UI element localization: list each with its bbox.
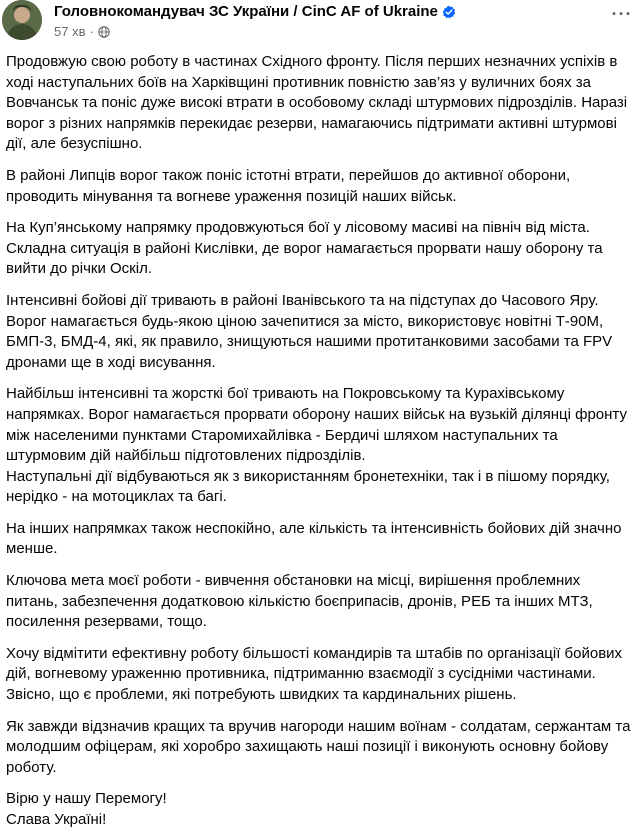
post-paragraph: Наступальні дії відбуваються як з використанням бронетехніки, так і в пішому порядку, нерідко - на мотоциклах та багі. — [6, 467, 610, 506]
post-paragraph: В районі Липців ворог також поніс істотні втрати, перейшов до активної оборони, проводить мінування та вогневе ураження позицій наших військ. — [6, 166, 571, 205]
post-paragraph: Ключова мета моєї роботи - вивчення обстановки на місці, вирішення проблемних питань, забезпечення додатковою кількістю боєприпасів, дронів, РЕБ та інших МТЗ, посилення резервами, тощо. — [6, 572, 593, 631]
verified-badge-icon — [442, 5, 456, 19]
more-options-icon[interactable]: ··· — [611, 3, 633, 24]
post-paragraph: Продовжую свою роботу в частинах Східного фронту. Після перших незначних успіхів в ході наступальних боїв на Харківщині противник повністю зав’яз у вуличних боях за Вовчанськ та поніс дуже високі втрати в особовому складі штурмових підрозділів. Наразі ворог з різних напрямків перекидає резерви, намагаючись підтримати активні штурмові дії, але безуспішно. — [6, 53, 628, 153]
post-paragraph: На Куп’янському напрямку продовжуються бої у лісовому масиві на північ від міста. Складна ситуація в районі Кислівки, де ворог намагається прорвати нашу оборону та вийти до річки Оскіл. — [6, 219, 603, 278]
post-paragraph: Слава Україні! — [6, 811, 107, 828]
author-name-text[interactable]: Головнокомандувач ЗС України / CinC AF of Ukraine — [54, 3, 438, 20]
author-name[interactable] — [54, 3, 456, 20]
post-body — [6, 52, 636, 831]
post-paragraph: Як завжди відзначив кращих та вручив нагороди нашим воїнам - солдатам, сержантам та молодшим офіцерам, які хоробро захищають наші позиції і виконують основну бойову роботу. — [6, 717, 631, 776]
post-header — [0, 0, 644, 50]
post-meta — [54, 24, 110, 39]
post-paragraph: Вірю у нашу Перемогу! — [6, 790, 167, 808]
author-avatar[interactable] — [2, 0, 42, 40]
meta-separator: · — [89, 24, 94, 39]
post-paragraph: На інших напрямках також неспокійно, але кількість та інтенсивність бойових дій значно менше. — [6, 519, 622, 558]
globe-icon[interactable] — [98, 26, 110, 38]
post-timestamp[interactable]: 57 хв — [54, 24, 86, 39]
post-paragraph: Найбільш інтенсивні та жорсткі бої тривають на Покровському та Курахівському напрямках. Ворог намагається прорвати оборону наших військ на вузькій ділянці фронту між населеними пунктами Старомихайлівка - Бердичі шляхом наступальних та штурмовим дій найбільш підготовлених підрозділів. — [6, 385, 627, 465]
post-paragraph: Хочу відмітити ефективну роботу більшості командирів та штабів по організації бойових дій, вогневому ураженню противника, підтриманню взаємодії з сусідніми частинами. Звісно, що є проблеми, які потребують швидких та кардинальних рішень. — [6, 644, 623, 704]
post-paragraph: Інтенсивні бойові дії тривають в районі Іванівського та на підступах до Часового Яру. Ворог намагається будь-якою ціною зачепитися за місто, використовує новітні Т-90М, БМП-3, БМД-4, які, як правило, знищуються нашими протитанковими засобами та FPV дронами ще в ході висування. — [6, 291, 613, 371]
avatar-image — [2, 0, 42, 40]
